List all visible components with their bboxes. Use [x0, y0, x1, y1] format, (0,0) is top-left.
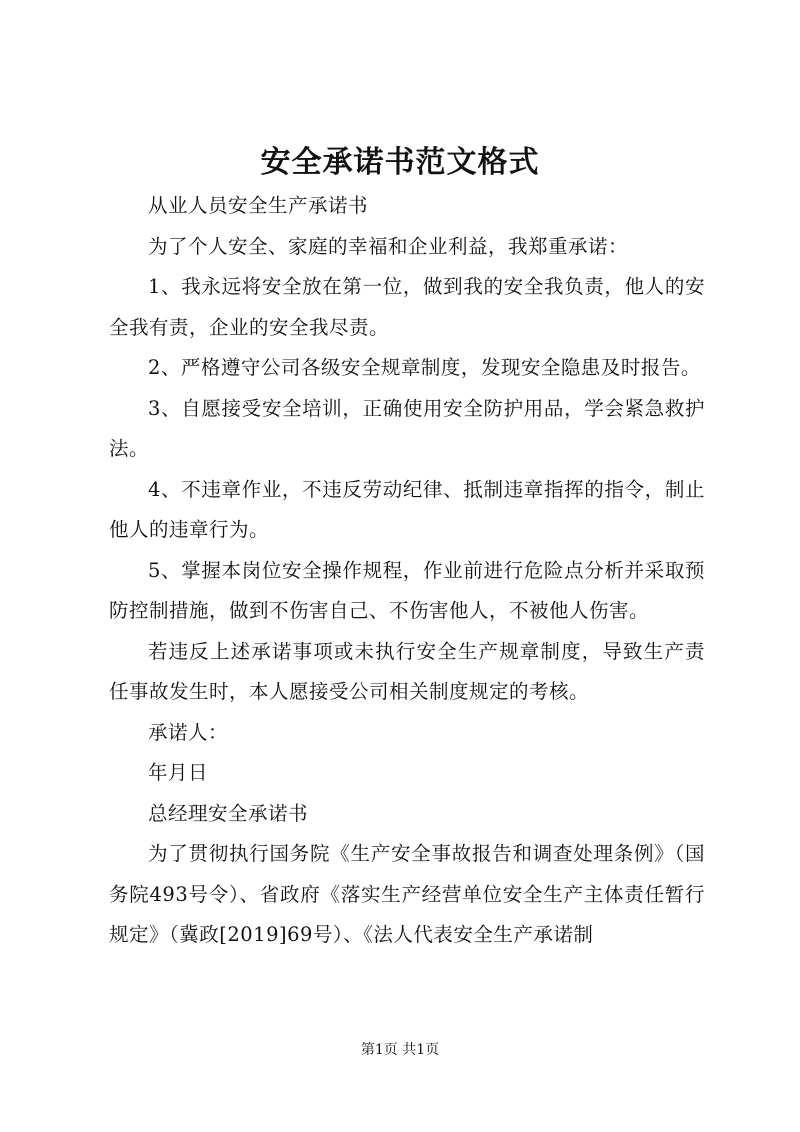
- paragraph-item-4: 4、不违章作业，不违反劳动纪律、抵制违章指挥的指令，制止他人的违章行为。: [109, 477, 705, 541]
- paragraph-intro: 为了个人安全、家庭的幸福和企业利益，我郑重承诺：: [148, 234, 629, 258]
- paragraph-date: 年月日: [148, 761, 209, 784]
- paragraph-item-3: 3、自愿接受安全培训，正确使用安全防护用品，学会紧急救护法。: [109, 396, 705, 460]
- paragraph-subtitle-staff: 从业人员安全生产承诺书: [148, 194, 369, 217]
- paragraph-subtitle-manager: 总经理安全承诺书: [148, 801, 309, 825]
- paragraph-item-5: 5、掌握本岗位安全操作规程，作业前进行危险点分析并采取预防控制措施，做到不伤害自己、不伤害他人，不被他人伤害。: [109, 558, 705, 622]
- paragraph-manager-intro: 为了贯彻执行国务院《生产安全事故报告和调查处理条例》（国务院493号令）、省政府《落实生产经营单位安全生产主体责任暂行规定》（冀政[2019]69号）、《法人代表安全生产承诺制: [109, 842, 705, 946]
- paragraph-violation-clause: 若违反上述承诺事项或未执行安全生产规章制度，导致生产责任事故发生时，本人愿接受公司相关制度规定的考核。: [109, 639, 705, 703]
- page-footer: 第1页 共1页: [360, 1042, 440, 1058]
- paragraph-signatory: 承诺人：: [148, 720, 229, 744]
- document-body: [109, 186, 705, 956]
- paragraph-item-2: 2、严格遵守公司各级安全规章制度，发现安全隐患及时报告。: [148, 356, 701, 379]
- paragraph-item-1: 1、我永远将安全放在第一位，做到我的安全我负责，他人的安全我有责，企业的安全我尽责。: [109, 275, 705, 339]
- document-title: 安全承诺书范文格式: [260, 145, 540, 180]
